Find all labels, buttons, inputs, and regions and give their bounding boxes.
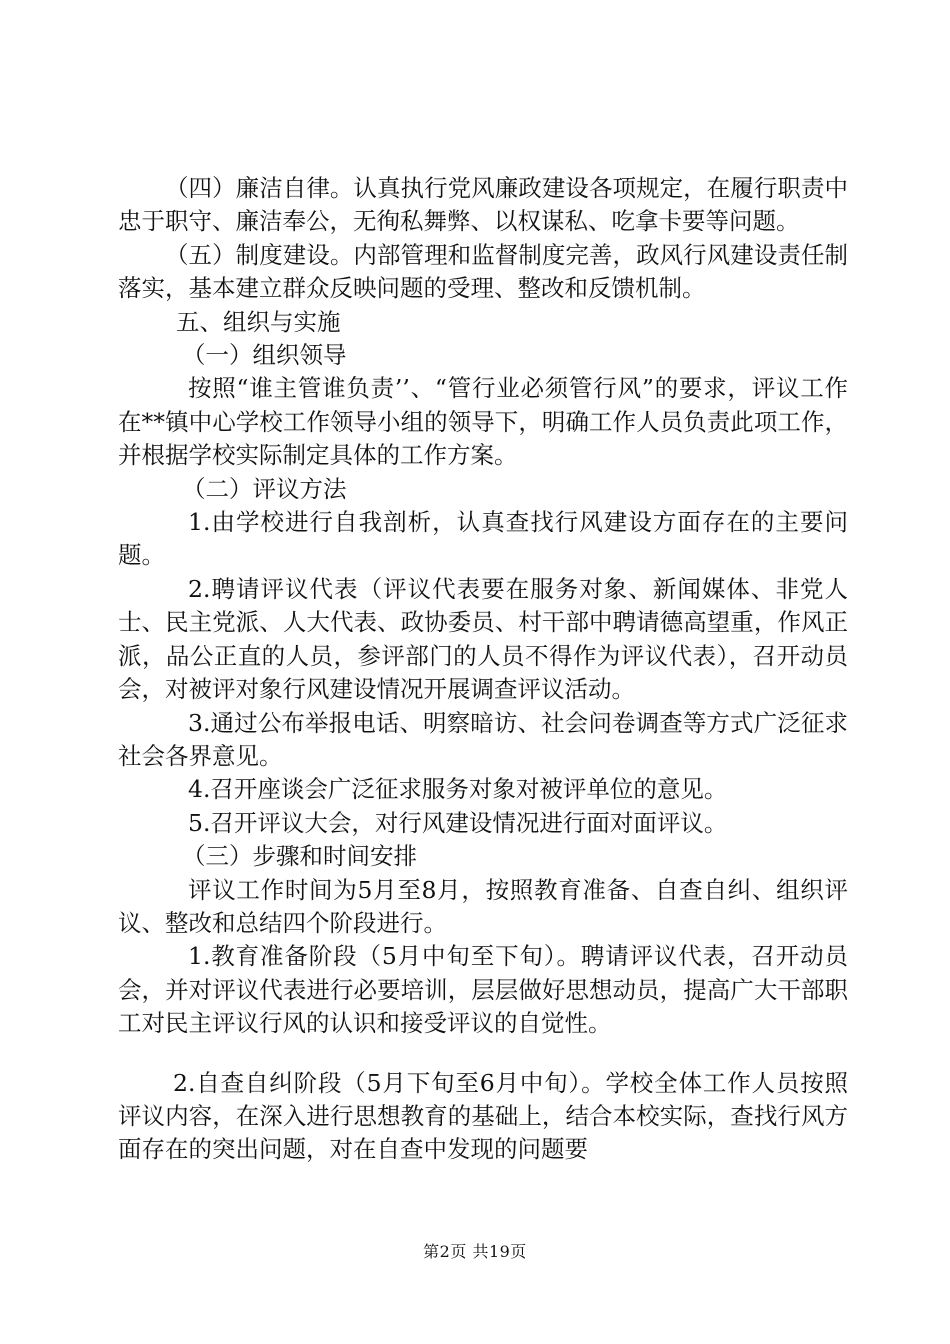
paragraph-schedule: 评议工作时间为5月至8月，按照教育准备、自查自纠、组织评议、整改和总结四个阶段进行。 (118, 875, 848, 937)
subheading-methods: （二）评议方法 (182, 474, 347, 503)
method-item-5: 5.召开评议大会，对行风建设情况进行面对面评议。 (188, 808, 728, 837)
schedule-item-2: 2.自查自纠阶段（5月下旬至6月中旬）。学校全体工作人员按照评议内容，在深入进行思想教育的基础上，结合本校实际，查找行风方面存在的突出问题，对在自查中发现的问题要 (118, 1068, 848, 1164)
method-item-2: 2.聘请评议代表（评议代表要在服务对象、新闻媒体、非党人士、民主党派、人大代表、政协委员、村干部中聘请德高望重，作风正派，品公正直的人员，参评部门的人员不得作为评议代表），召开动员会，对被评对象行风建设情况开展调查评议活动。 (118, 574, 848, 704)
paragraph-integrity: （四）廉洁自律。认真执行党风廉政建设各项规定，在履行职责中忠于职守、廉洁奉公，无徇私舞弊、以权谋私、吃拿卡要等问题。 (118, 174, 848, 236)
document-body (118, 172, 848, 1167)
method-item-1: 1.由学校进行自我剖析，认真查找行风建设方面存在的主要问题。 (118, 508, 848, 570)
method-item-3: 3.通过公布举报电话、明察暗访、社会问卷调查等方式广泛征求社会各界意见。 (118, 708, 848, 770)
schedule-item-1: 1.教育准备阶段（5月中旬至下旬）。聘请评议代表，召开动员会，并对评议代表进行必要培训，层层做好思想动员，提高广大干部职工对民主评议行风的认识和接受评议的自觉性。 (118, 942, 848, 1038)
paragraph-leadership: 按照“谁主管谁负责’’、“管行业必须管行风”的要求，评议工作在**镇中心学校工作领导小组的领导下，明确工作人员负责此项工作，并根据学校实际制定具体的工作方案。 (118, 374, 848, 470)
paragraph-system-building: （五）制度建设。内部管理和监督制度完善，政风行风建设责任制落实，基本建立群众反映问题的受理、整改和反馈机制。 (118, 240, 848, 303)
section-heading-organization: 五、组织与实施 (176, 307, 341, 336)
subheading-schedule: （三）步骤和时间安排 (182, 842, 417, 871)
method-item-4: 4.召开座谈会广泛征求服务对象对被评单位的意见。 (188, 775, 728, 804)
subheading-leadership: （一）组织领导 (182, 341, 347, 370)
page-footer: 第2页 共19页 (423, 1242, 527, 1261)
